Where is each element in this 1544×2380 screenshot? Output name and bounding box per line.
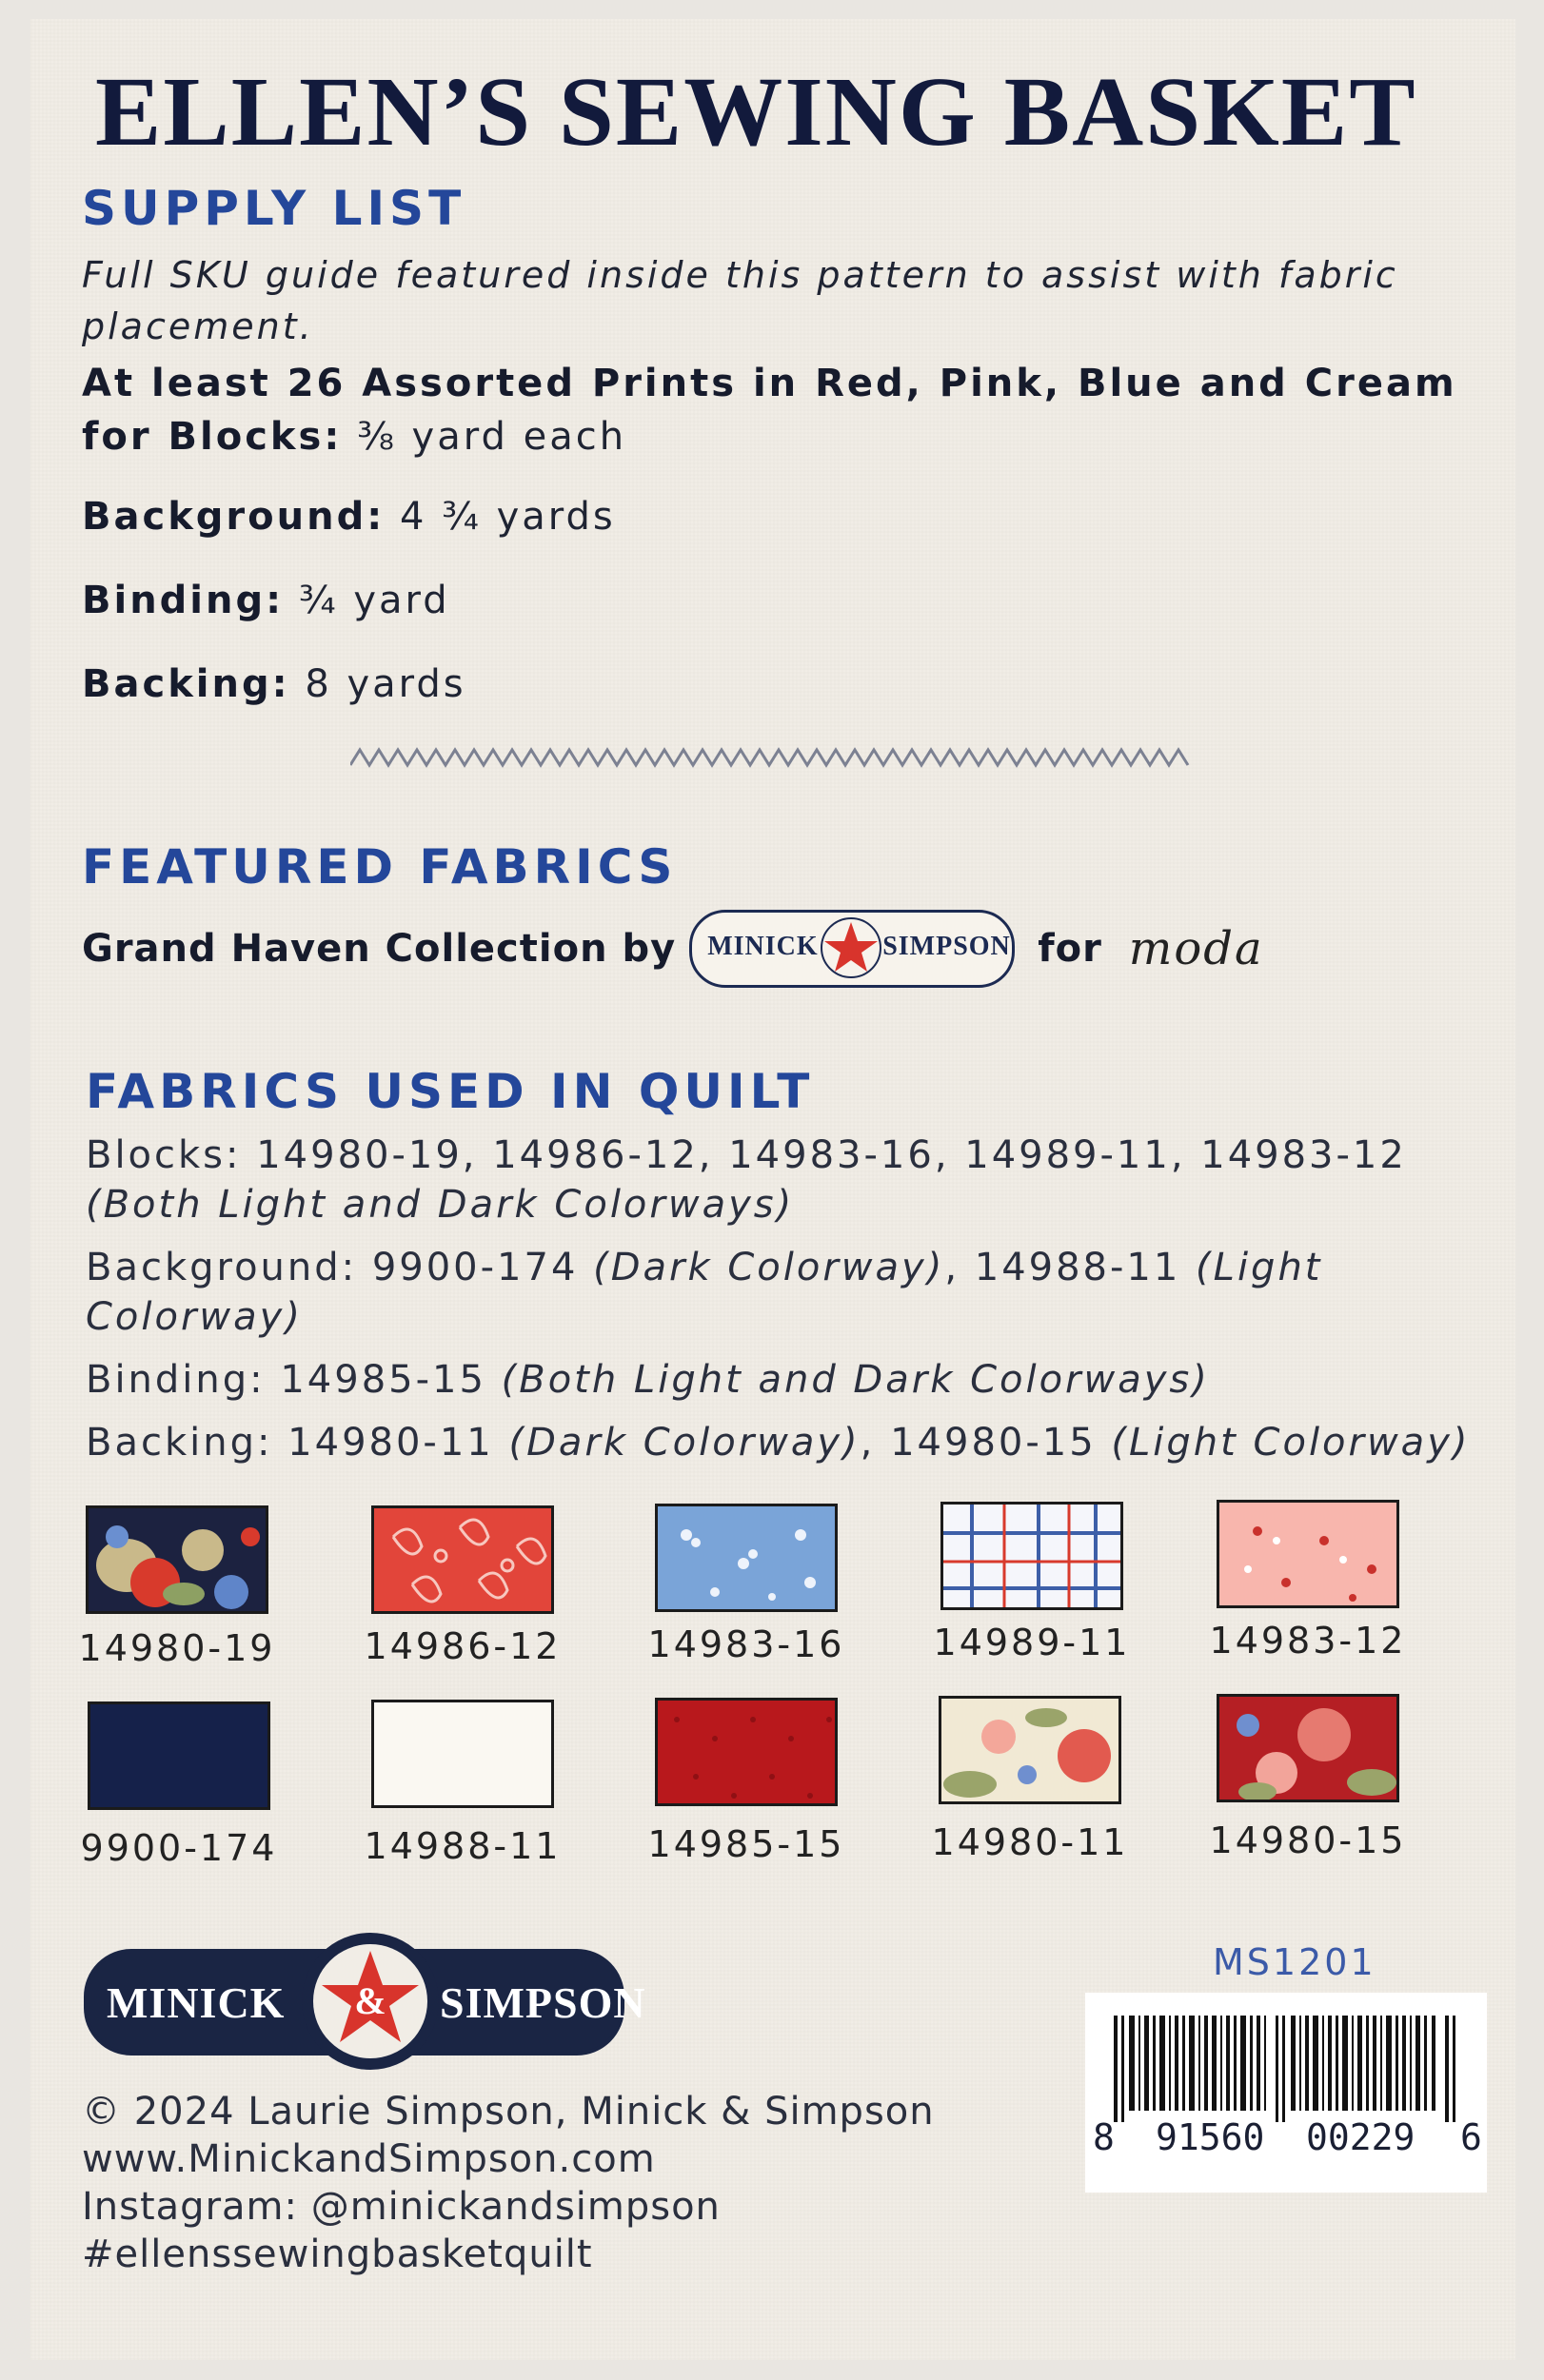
supply-item-backing bbox=[82, 662, 466, 706]
fabric-line-note: (Light Colorway) bbox=[86, 1246, 1323, 1339]
star-emblem-icon bbox=[299, 1930, 442, 2073]
swatch-code: 9900-174 bbox=[80, 1827, 278, 1869]
fabric-line-codes: 14980-19, 14986-12, 14983-16, 14989-11, 14983-12 bbox=[256, 1133, 1407, 1177]
fabric-line-codes: 14980-11 bbox=[287, 1421, 494, 1465]
swatch-code: 14980-11 bbox=[931, 1821, 1129, 1863]
collection-text: Grand Haven Collection by bbox=[82, 927, 677, 971]
fabrics-used-list bbox=[86, 1131, 1495, 1467]
barcode bbox=[1085, 1993, 1487, 2193]
swatch-red-dot bbox=[655, 1698, 838, 1806]
fabric-line-label: Blocks: bbox=[86, 1133, 242, 1177]
hashtag-text: #ellenssewingbasketquilt bbox=[82, 2232, 593, 2276]
swatch-pink-floral bbox=[1217, 1500, 1399, 1608]
fabric-line-background: Background: 9900-174 (Dark Colorway), 14988-11 (Light Colorway) bbox=[86, 1246, 1323, 1339]
swatch-paisley-red bbox=[371, 1505, 554, 1614]
swatch-floral-navy bbox=[86, 1505, 268, 1614]
supply-item-binding bbox=[82, 579, 450, 622]
fabric-line-label: Binding: bbox=[86, 1358, 266, 1402]
supply-item-blocks bbox=[82, 357, 1481, 463]
supply-item-value: 8 yards bbox=[305, 662, 466, 706]
fabric-line-note: (Both Light and Dark Colorways) bbox=[501, 1358, 1210, 1402]
featured-fabrics-heading: FEATURED FABRICS bbox=[82, 839, 678, 895]
footer bbox=[82, 2088, 935, 2278]
swatch-code: 14980-15 bbox=[1209, 1819, 1407, 1861]
supply-item-value: ¾ yard bbox=[298, 579, 450, 622]
barcode-digit-last: 6 bbox=[1460, 2116, 1482, 2158]
fabric-line-codes: 14988-11 bbox=[974, 1246, 1181, 1289]
fabric-line-label: Backing: bbox=[86, 1421, 273, 1465]
supply-item-label: At least 26 Assorted Prints in Red, Pink, Blue and Cream for Blocks: bbox=[82, 362, 1457, 459]
sku-code: MS1201 bbox=[1213, 1941, 1376, 1983]
swatch-code: 14989-11 bbox=[933, 1622, 1131, 1663]
fabric-line-backing: Backing: 14980-11 (Dark Colorway), 14980-15 (Light Colorway) bbox=[86, 1421, 1471, 1465]
supply-item-value: 4 ¾ yards bbox=[399, 495, 616, 539]
for-word: for bbox=[1038, 927, 1102, 971]
fabric-line-binding bbox=[86, 1355, 1495, 1405]
swatch-floral-blue bbox=[655, 1504, 838, 1612]
fabric-line-note: (Dark Colorway) bbox=[593, 1246, 945, 1289]
supply-item-label: Binding: bbox=[82, 579, 285, 622]
swatch-solid-navy bbox=[88, 1701, 270, 1810]
swatch-floral-red bbox=[1217, 1694, 1399, 1802]
barcode-digits-right: 00229 bbox=[1306, 2116, 1415, 2158]
stitch-divider bbox=[350, 742, 1198, 775]
supply-item-value: ⅜ yard each bbox=[357, 415, 627, 459]
logo-left-text: MINICK bbox=[107, 1978, 286, 2027]
fabric-line-note: (Light Colorway) bbox=[1111, 1421, 1471, 1465]
copyright-text: © 2024 Laurie Simpson, Minick & Simpson bbox=[82, 2090, 935, 2134]
swatch-code: 14980-19 bbox=[78, 1627, 276, 1669]
swatch-floral-cream bbox=[939, 1696, 1121, 1804]
swatch-code: 14985-15 bbox=[647, 1823, 845, 1865]
supply-item-label: Backing: bbox=[82, 662, 290, 706]
fabric-line-codes: 14980-15 bbox=[890, 1421, 1097, 1465]
swatch-plaid bbox=[940, 1502, 1123, 1610]
swatch-code: 14983-12 bbox=[1209, 1620, 1407, 1662]
fabric-line-codes: 14985-15 bbox=[280, 1358, 486, 1402]
fabric-line-note: (Both Light and Dark Colorways) bbox=[86, 1183, 795, 1227]
pattern-title: ELLEN’S SEWING BASKET bbox=[95, 57, 1417, 167]
supply-list-heading: SUPPLY LIST bbox=[82, 181, 466, 236]
barcode-digits-left: 91560 bbox=[1156, 2116, 1265, 2158]
supply-item-background bbox=[82, 495, 616, 539]
collection-line bbox=[82, 910, 1264, 988]
inline-logo-right: SIMPSON bbox=[882, 932, 1011, 961]
website-link[interactable]: www.MinickandSimpson.com bbox=[82, 2137, 656, 2181]
fabric-line-note: (Dark Colorway) bbox=[508, 1421, 861, 1465]
swatch-code: 14988-11 bbox=[364, 1825, 562, 1867]
moda-logo: moda bbox=[1128, 922, 1264, 975]
star-icon bbox=[820, 916, 882, 979]
minick-simpson-logo bbox=[84, 1949, 646, 2055]
swatch-code: 14986-12 bbox=[364, 1625, 562, 1667]
minick-simpson-inline-logo bbox=[689, 910, 1015, 988]
barcode-digit-first: 8 bbox=[1093, 2116, 1115, 2158]
logo-right-text: SIMPSON bbox=[440, 1978, 646, 2027]
instagram-handle[interactable]: Instagram: @minickandsimpson bbox=[82, 2185, 721, 2229]
barcode-bars bbox=[1114, 2016, 1458, 2122]
supply-item-label: Background: bbox=[82, 495, 386, 539]
swatch-solid-cream bbox=[371, 1700, 554, 1808]
swatch-code: 14983-16 bbox=[647, 1623, 845, 1665]
logo-ampersand: & bbox=[354, 1979, 386, 2022]
inline-logo-left: MINICK bbox=[707, 932, 819, 961]
fabric-line-label: Background: bbox=[86, 1246, 358, 1289]
fabric-line-codes: 9900-174 bbox=[371, 1246, 579, 1289]
fabrics-used-heading: FABRICS USED IN QUILT bbox=[86, 1064, 815, 1119]
supply-note: Full SKU guide featured inside this pattern to assist with fabric placement. bbox=[82, 254, 1398, 347]
fabric-line-blocks bbox=[86, 1131, 1495, 1229]
